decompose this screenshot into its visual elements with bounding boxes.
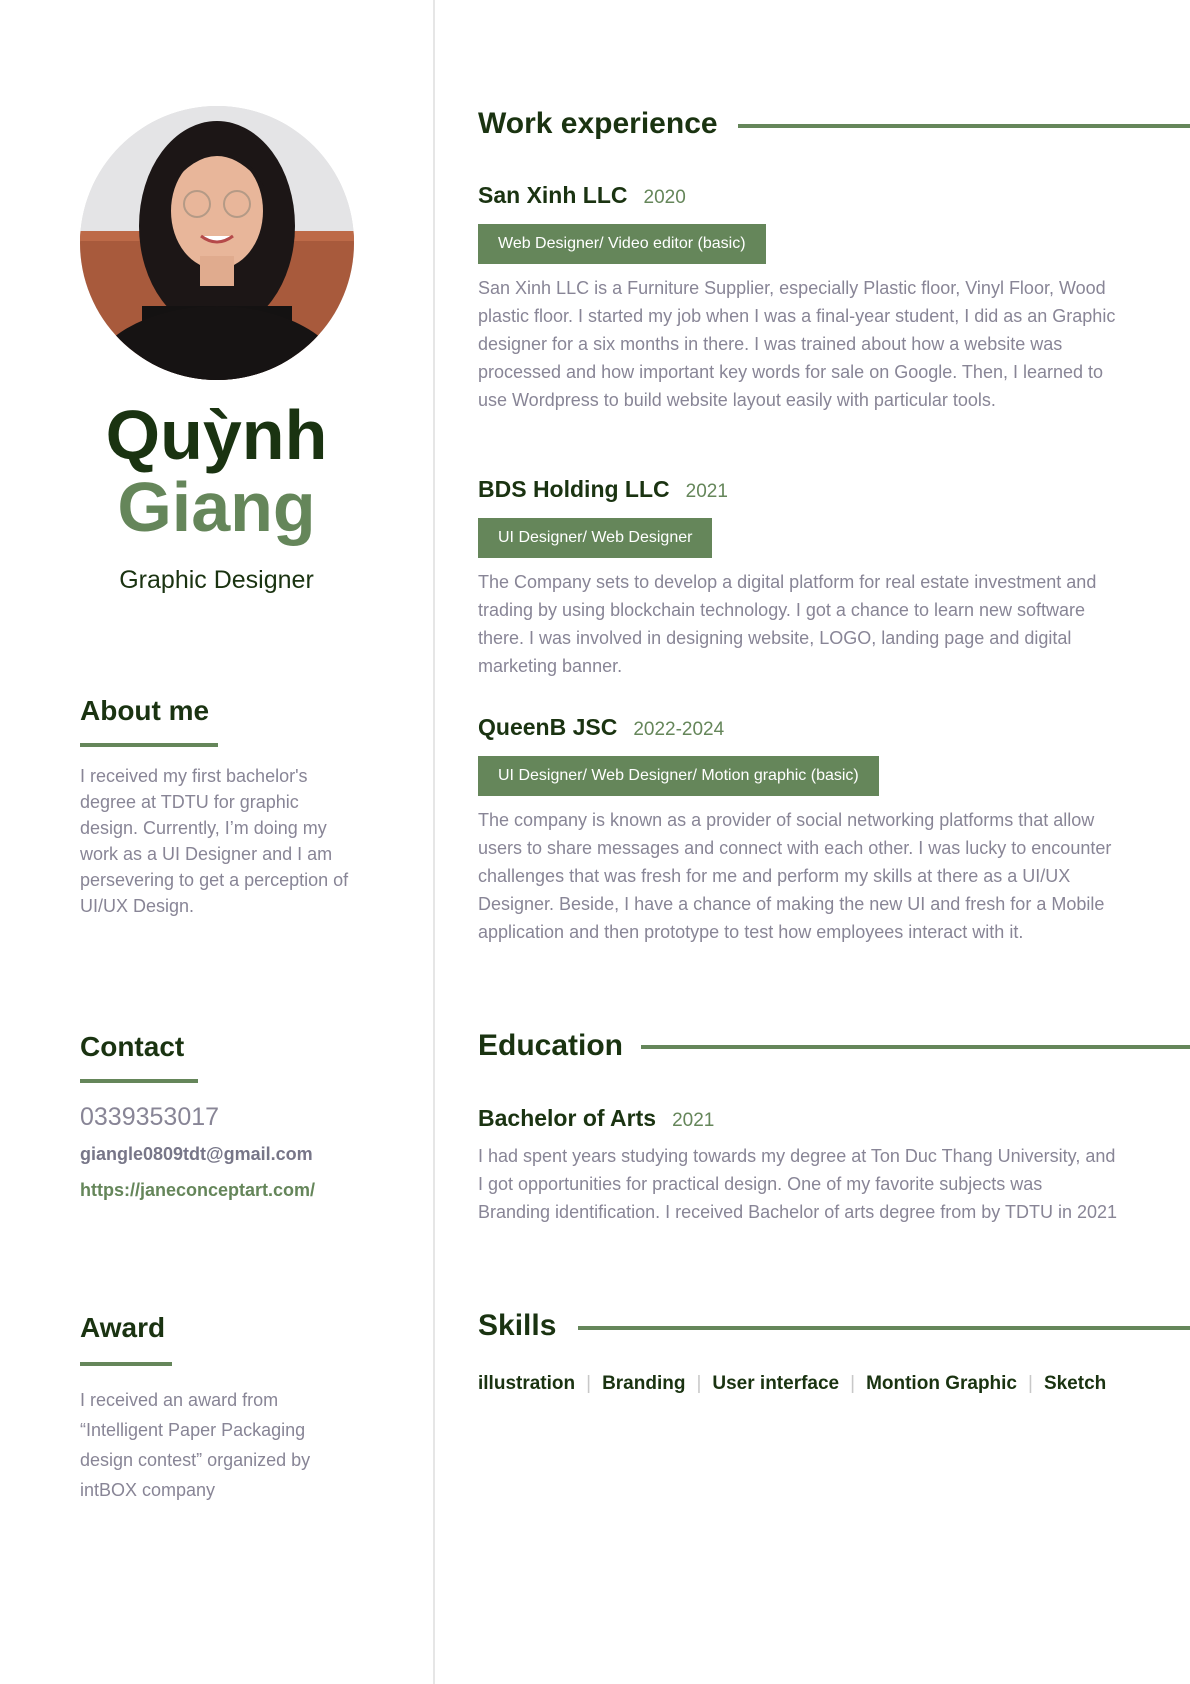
skills-title: Skills: [478, 1309, 557, 1342]
job-description: The Company sets to develop a digital platform for real estate investment and trading by using blockchain technology. I got a chance to learn new software there. I was involved in designing website, LOGO, landing page and digital marketing banner.: [478, 572, 1097, 676]
contact-phone[interactable]: 0339353017: [80, 1103, 220, 1131]
job-position-tag: UI Designer/ Web Designer/ Motion graphic (basic): [478, 756, 879, 796]
skills-title-rule: [578, 1326, 1190, 1330]
job-year: 2021: [685, 481, 728, 502]
work-title-rule: [738, 124, 1190, 128]
contact-email[interactable]: giangle0809tdt@gmail.com: [80, 1144, 313, 1164]
about-title: About me: [80, 695, 210, 726]
contact-underline: [80, 1079, 198, 1083]
job-description: The company is known as a provider of social networking platforms that allow users to share messages and connect with each other. I was lucky to encounter challenges that was fresh for me and perform my skills at there as a UI/UX Designer. Beside, I have a chance of making the new UI and fresh for a Mobile application and then prototype to test how employees interact with it.: [478, 810, 1112, 942]
award-title: Award: [80, 1312, 166, 1343]
first-name: Quỳnh: [105, 396, 328, 474]
skill-separator: |: [1028, 1373, 1033, 1394]
skill-separator: |: [850, 1373, 856, 1394]
skill-item: Branding: [602, 1373, 686, 1394]
skill-separator: |: [696, 1373, 702, 1394]
job-position-tag: Web Designer/ Video editor (basic): [478, 224, 766, 264]
job-header: [478, 180, 686, 213]
skill-item: User interface: [712, 1373, 840, 1394]
education-title-rule: [641, 1045, 1190, 1049]
job-header: [478, 712, 724, 745]
about-underline: [80, 743, 218, 747]
job-description: San Xinh LLC is a Furniture Supplier, especially Plastic floor, Vinyl Floor, Wood plastic floor. I started my job when I was a final-year student, I did as an Graphic designer for a six months in there. I was trained about how a website was processed and how important key words for sale on Google. Then, I learned to use Wordpress to build website layout easily with particular tools.: [478, 278, 1116, 410]
work-title: Work experience: [478, 107, 718, 140]
education-description: I had spent years studying towards my degree at Ton Duc Thang University, and I got opportunities for practical design. One of my favorite subjects was Branding identification. I received Bachelor of arts degree from by TDTU in 2021: [478, 1146, 1117, 1222]
job-header: [478, 474, 728, 507]
skill-item: illustration: [478, 1373, 576, 1394]
education-degree: Bachelor of Arts: [478, 1105, 657, 1131]
contact-title: Contact: [80, 1031, 185, 1062]
job-company: San Xinh LLC: [478, 182, 628, 208]
last-name: Giang: [117, 468, 316, 546]
skills-list: [478, 1370, 1106, 1398]
job-company: QueenB JSC: [478, 714, 618, 740]
sidebar: [0, 0, 433, 1684]
column-divider: [433, 0, 435, 1684]
job-position-tag: UI Designer/ Web Designer: [478, 518, 712, 558]
job-year: 2020: [643, 187, 686, 208]
award-underline: [80, 1362, 172, 1366]
job-role: Graphic Designer: [119, 566, 314, 594]
skill-item: Montion Graphic: [866, 1373, 1017, 1394]
job-year: 2022-2024: [633, 719, 725, 740]
profile-photo: [80, 106, 354, 380]
skill-item: Sketch: [1043, 1373, 1107, 1394]
award-text: I received an award from “Intelligent Paper Packaging design contest” organized by intBOX company: [80, 1390, 311, 1500]
education-header: [478, 1103, 714, 1136]
skill-separator: |: [586, 1373, 592, 1394]
about-text: I received my first bachelor's degree at TDTU for graphic design. Currently, I’m doing my work as a UI Designer and I am persevering to get a perception of UI/UX Design.: [80, 766, 349, 916]
education-title: Education: [478, 1029, 624, 1062]
education-year: 2021: [672, 1110, 715, 1131]
job-company: BDS Holding LLC: [478, 476, 670, 502]
contact-website-link[interactable]: https://janeconceptart.com/: [80, 1180, 316, 1200]
